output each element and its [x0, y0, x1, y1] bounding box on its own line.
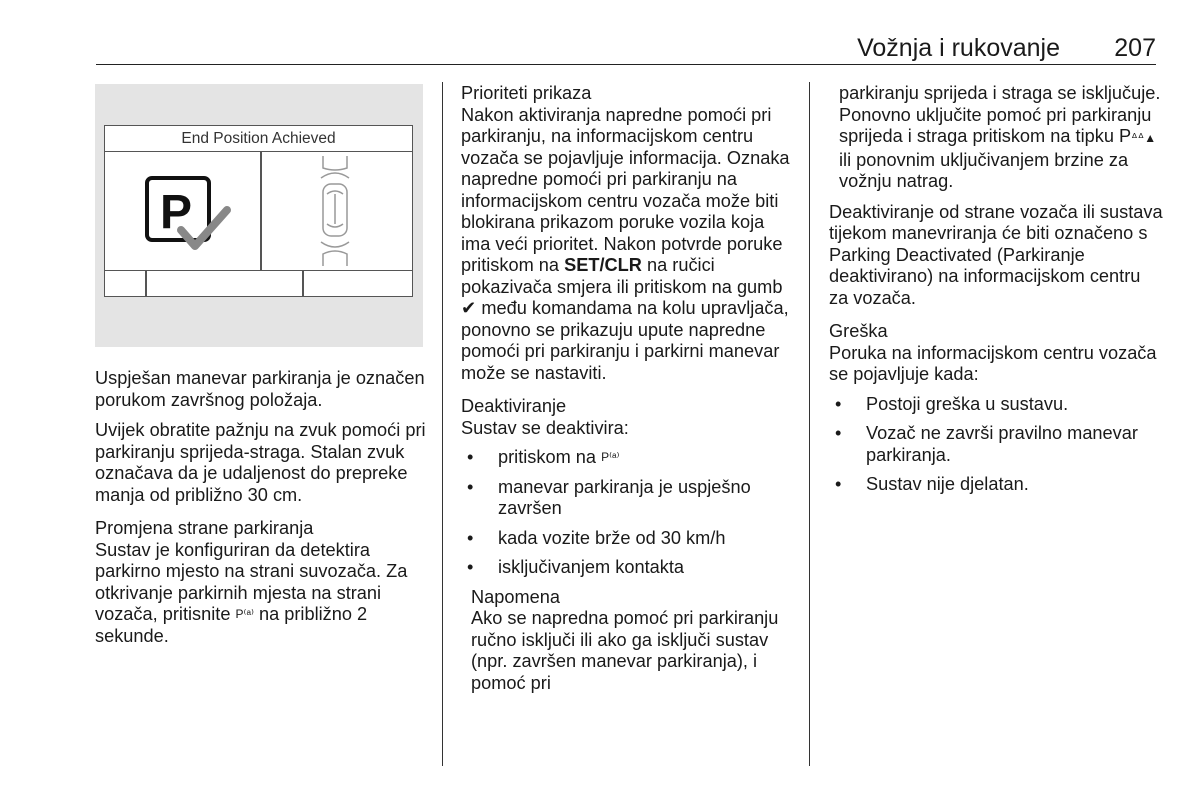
page-number: 207	[1114, 34, 1156, 62]
list-item: • isključivanjem kontakta	[467, 557, 684, 577]
note-title: Napomena	[471, 586, 560, 607]
set-clr-label: SET/CLR	[564, 255, 642, 275]
column-3	[829, 83, 1164, 504]
paragraph: Sustav se deaktivira:	[461, 417, 629, 438]
paragraph: parkiranju sprijeda i straga se isključuje. Ponovno uključite pomoć pri parkiranju sprijeda i straga pritiskom na tipku Pᐞᐞ▲ ili ponovnim uključivanjem brzine za vožnju natrag.	[839, 83, 1161, 191]
check-icon: ✔	[461, 298, 477, 318]
paragraph: Uspješan manevar parkiranja je označen porukom završnog položaja.	[95, 368, 425, 410]
section-title: Vožnja i rukovanje	[857, 34, 1060, 62]
paragraph: Deaktiviranje od strane vozača ili sustava tijekom manevriranja će biti označeno s Parking Deactivated (Parkiranje deaktivirano) na informacijskom centru za vozača.	[829, 201, 1163, 308]
info-display-frame	[104, 125, 413, 297]
list-item: • Sustav nije djelatan.	[835, 474, 1029, 494]
display-message: End Position Achieved	[105, 126, 412, 152]
list-item: • Postoji greška u sustavu.	[835, 393, 1069, 414]
parking-aid-icon: Pᐞᐞ▲	[1119, 126, 1157, 146]
column-divider	[442, 82, 443, 766]
note-box	[461, 587, 796, 695]
list-item: • pritiskom na P⁽ᵃ⁾	[467, 447, 620, 467]
section-heading: Greška	[829, 321, 888, 341]
paragraph: Uvijek obratite pažnju na zvuk pomoći pri parkiranju sprijeda-straga. Stalan zvuk označava da je udaljenost do prepreke manja od približno 30 cm.	[95, 420, 426, 505]
park-check-icon	[143, 174, 233, 254]
park-assist-icon: P⁽ᵃ⁾	[601, 450, 620, 464]
park-assist-icon: P⁽ᵃ⁾	[235, 607, 254, 621]
list-item: • Vozač ne završi pravilno manevar parkiranja.	[835, 423, 1138, 465]
paragraph: Sustav je konfiguriran da detektira parkirno mjesto na strani suvozača. Za otkrivanje parkirnih mjesta na strani vozača, pritisnite P⁽ᵃ⁾ na približno 2 sekunde.	[95, 539, 408, 646]
list-item: • manevar parkiranja je uspješno završen	[467, 476, 751, 518]
page-header	[96, 30, 1156, 65]
paragraph: Poruka na informacijskom centru vozača se pojavljuje kada:	[829, 342, 1157, 384]
paragraph: Nakon aktiviranja napredne pomoći pri parkiranju, na informacijskom centru vozača se pojavljuje informacija. Oznaka napredne pomoći pri parkiranju na informacijskom centru vozača može biti blokirana prikazom poruke vozila koja ima veći prioritet. Nakon potvrde poruke pritiskom na SET/CLR na ručici pokazivača smjera ili pritiskom na gumb ✔ među komandama na kolu upravljača, ponovno se prikazuju upute napredne pomoći pri parkiranju i parkirni manevar može se nastaviti.	[461, 104, 790, 383]
display-illustration	[95, 84, 423, 347]
column-1	[95, 368, 430, 647]
column-divider	[809, 82, 810, 766]
park-letter: P	[160, 186, 193, 239]
section-heading: Prioriteti prikaza	[461, 83, 592, 103]
note-text: Ako se napredna pomoć pri parkiranju ručno isključi ili ako ga isključi sustav (npr. završen manevar parkiranja), i pomoć pri	[471, 608, 779, 693]
list-item: • kada vozite brže od 30 km/h	[467, 527, 726, 548]
column-2	[461, 83, 796, 694]
section-heading: Promjena strane parkiranja	[95, 518, 314, 538]
deactivation-list	[461, 447, 796, 579]
section-heading: Deaktiviranje	[461, 396, 567, 416]
parking-deactivated-label: Parking Deactivated (Parkiranje deaktivirano)	[829, 244, 1085, 286]
error-list	[829, 394, 1164, 496]
car-sensor-icon	[315, 154, 355, 269]
